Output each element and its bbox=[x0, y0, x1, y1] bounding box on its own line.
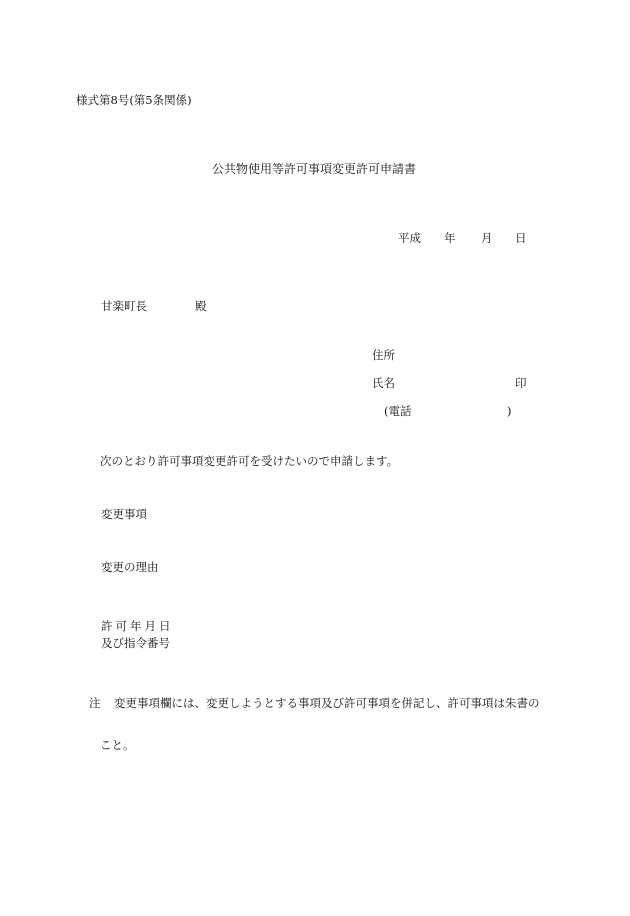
form-number: 様式第8号(第5条関係) bbox=[76, 93, 192, 107]
applicant-name-label: 氏名 bbox=[372, 376, 395, 390]
addressee-honorific: 殿 bbox=[195, 299, 207, 313]
field-change-items-label: 変更事項 bbox=[101, 507, 147, 521]
field-directive-number-label: 及び指令番号 bbox=[101, 636, 170, 650]
field-change-reason-label: 変更の理由 bbox=[101, 560, 159, 574]
document-title: 公共物使用等許可事項変更許可申請書 bbox=[212, 162, 417, 176]
note-mark: 注 bbox=[89, 696, 101, 710]
request-statement: 次のとおり許可事項変更許可を受けたいので申請します。 bbox=[100, 454, 399, 468]
note-continuation: こと。 bbox=[100, 738, 135, 752]
date-day-label: 日 bbox=[515, 231, 527, 245]
seal-mark: 印 bbox=[515, 376, 527, 390]
applicant-phone-close: ) bbox=[507, 404, 512, 418]
applicant-phone-label: (電話 bbox=[384, 404, 412, 418]
addressee-name: 甘楽町長 bbox=[101, 299, 147, 313]
date-era-label: 平成 bbox=[398, 231, 421, 245]
applicant-address-label: 住所 bbox=[372, 348, 395, 362]
note-text: 変更事項欄には、変更しようとする事項及び許可事項を併記し、許可事項は朱書の bbox=[114, 696, 540, 710]
date-year-label: 年 bbox=[444, 231, 456, 245]
field-permit-date-label: 許可年月日 bbox=[101, 619, 174, 633]
date-month-label: 月 bbox=[481, 231, 493, 245]
